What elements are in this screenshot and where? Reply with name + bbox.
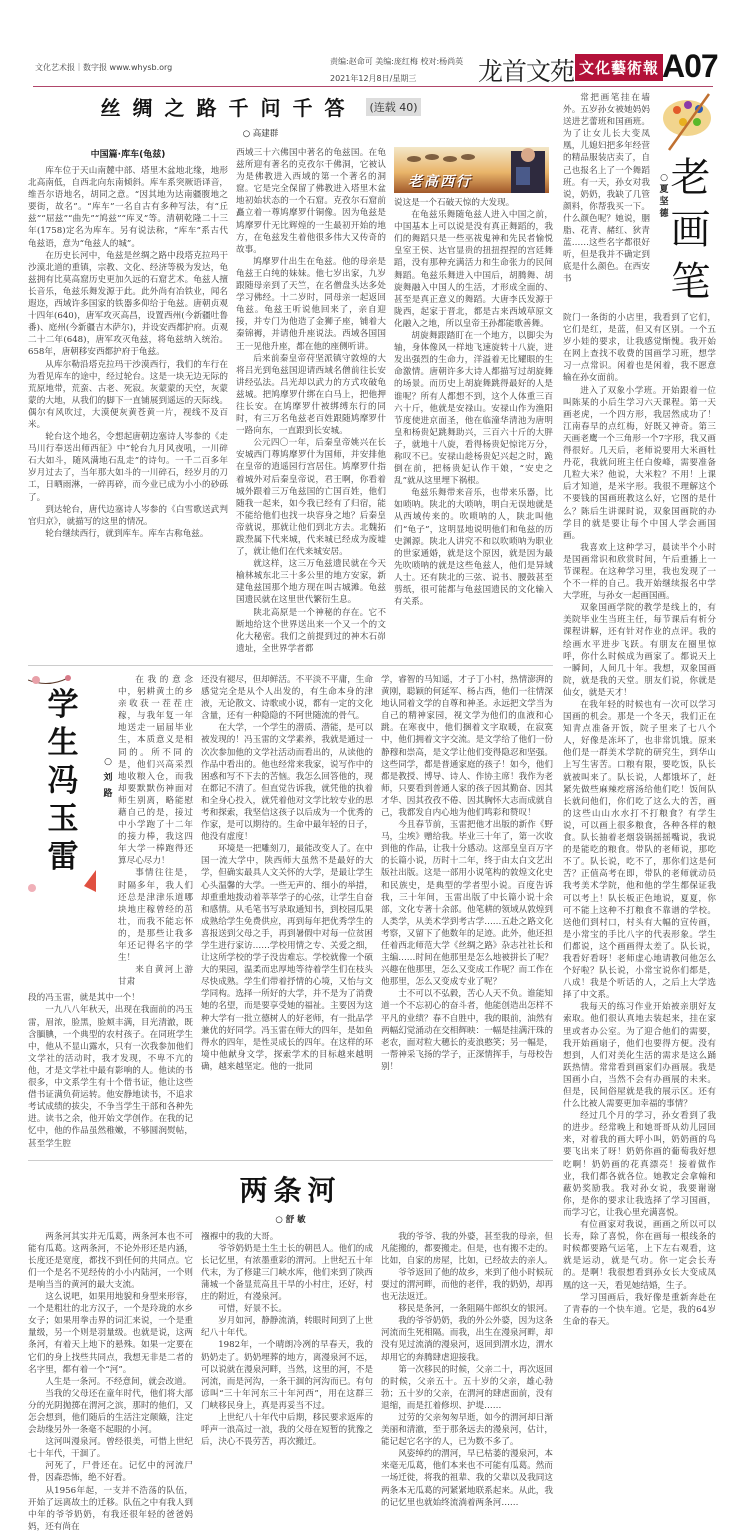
paragraph: 可惜，好景不长。 — [218, 1304, 287, 1315]
student-head-block — [28, 674, 193, 988]
paragraph: 我每天的练习作业开始被亲朋好友索取。他们很认真地去装起来，挂在家里或者办公室。为了迎合他们的需要，我开始画扇子，他们也要得方便。没有想到，人们对美化生活的需求是这么踊跃热情。常常看到画家们办画展。我是国画小白，当然不会有办画展的未来。但是，民间俗屋就是我的展示区。还有什么比被人需要更加幸福的事情？ — [563, 1002, 716, 1110]
title-char: 学 — [47, 686, 79, 723]
column-banner-image — [394, 147, 549, 193]
paragraph: 有位画家对我说，画画之所以可以长寿，除了喜悦，你在画每一根线条的时候都要路气运笔，上下左右观看，这就是运动，就是气功。你一定会长寿的。是啊！我很想看到孙女长大变成凤凰的这一天，看见她结婚，生子。 — [563, 1220, 716, 1291]
author-byline: ○ 高建群 — [242, 129, 279, 139]
paragraph: 在我年轻的时候也有一次可以学习国画的机会。那是一个冬天，我们正在知青点准备开饭，院子里来了七八个人，好像是冻坏了，也非常饥饿。原来他们是一群美术学院的研究生，到华山上写生害苦。口粮有限，要吃饭，队长就被叫来了。队长说，人都饿坏了，赶紧先做些麻辣疙瘩汤给他们吃！饭间队长就问他们，你们吃了这么大的苦，画的这些山山水水打不打粮食？有学生说，可以画上很多粮食，各种各样的粮食。队长抽着老烟袋锅摇摇嘴说，我说的是能吃的粮食。带队的老师说，那吃不了。队长说，吃不了，那你们这是何苦？正值高考在即，带队的老师就动员我考美术学院，他和他的学生都保证我可以考上！队长板正色地说，夏夏，你可不能上这种不打粮食不靠谱的学校。送他们到村口，村头有大幅的宣传画，是小常宝的手比八字的代表形象。学生们都说，这个画画得太差了。队长说，我看好看呀！老师虚心地请教问他怎么个好啦？队长说，小常宝说你们都是，八成！我是个听话的人，之后上大学选择了中文系。 — [563, 700, 716, 1001]
author-char: ○ — [104, 756, 112, 767]
brush-column-narrow — [563, 92, 650, 308]
editors-line: 责编:赵命可 美编:庞红梅 校对:杨尚英 — [330, 57, 464, 66]
student-title-block — [28, 674, 98, 988]
paragraph: 院门一条街的小店里，我看到了它们，它们是红，是蓝，但又有区别。一个五岁小娃的要求，让我感觉惭愧。我开始在网上查找不收费的国画学习班，想学习一点常识。闲着也是闲着，我不愿意输在孙女面前。 — [563, 313, 716, 384]
paragraph: 上世纪八十年代中后期，移民要求返库的呼声一浪高过一浪，我的父母在短暂的犹豫之后，決心不畏劳苦，再次搬迁。 — [201, 1413, 373, 1448]
rivers-author: ○ 舒 敏 — [275, 1214, 306, 1225]
paragraph: 事情往往是，时隔多年，我人们还总是津津乐道哪块地庄稼曾经的茁壮，而我不能忘怀的，是那些让我多年还记得名字的学生！ — [118, 868, 193, 964]
author-char: 坚 — [659, 197, 669, 207]
paragraph: 我的爷爷奶奶，我的外公外婆，因为这条河流而生死相隔。而我，出生在漫泉河畔，却没有见过流淌的漫泉河，返回到渭水边，渭水却用它的奔腾肆虐迎接我。 — [381, 1316, 553, 1363]
paragraph: 今且春节前，玉雷把他才出版的新作《野马，尘埃》赠给我。毕业三十年了，第一次收到他的作品，让我十分感动。这部皇皇百万字的长篇小说，历时十二年，终于由太白文艺出版社出版。这是一部用小说笔构的敦煌文化史和民族史，是典型的学者型小说。百度告诉我，三十年间，玉雷出版了中长篇小说十余部，文化专著十余部。他笔耕的领域从敦煌到人类学，从美术学到考古学……五赴之路文化考察，又留下了他数年的足迹。此外，他还担任着西北师范大学《丝绸之路》杂志社社长和主编……时间在他那里是怎么地被拼长了呢？兴趣在他那里，怎么又变成工作呢？而工作在他那里，怎么又变成专业了呢？ — [381, 820, 553, 988]
kuche-column-2 — [236, 147, 386, 655]
paragraph: 风姿绰约的渭河，早已枯萎的漫泉河，本来毫无瓜葛，他们本来也不可能有瓜葛。然而一场迁徙，将我的祖辈、我的父辈以及我同这两条本无瓜葛的河紧紧地联系起来。从此，我的记忆里也就始终流淌着两条河…… — [381, 1449, 553, 1508]
rivers-title: 两条河 — [239, 1173, 342, 1207]
kuche-column-1 — [28, 165, 228, 540]
author-char: 夏 — [659, 185, 669, 195]
paragraph: 河死了，尸骨还在。记忆中的河流尸骨，因森恐怖，绝不好看。 — [28, 1461, 193, 1484]
serial-number-badge: (连载 40) — [366, 98, 420, 116]
kuche-column-3 — [394, 197, 553, 608]
header-divider — [33, 86, 713, 87]
kuche-column-1-wrap — [28, 147, 228, 655]
paragraph: 说这是一个石破天惊的大发现。 — [394, 198, 515, 208]
paragraph: 进入了双象小学班。开始跟着一位叫陈某的小后生学习六天课程。第一天画老虎，一个四方形，我居然成功了！江南春早的点红梅，好既又神奇。第三天画老鹰一个三角形一个7字形，我又画得很好。几天后，老师说要用大米画牡丹花，我就问班主任白俊峰，需要准备几粒大米？他说，大米粒？不用！上课后才知道，是米字形。我很不理解这个不要钱的国画班教这么好，它图的是什么？陈后生讲课时说，双象国画院的办学目的就是要让每个中国人学会画国画。 — [563, 385, 716, 541]
paragraph: 这么说吧，如果用地貌和身型来形容，一个是粗壮的北方汉子，一个是玲珑的水乡女子；如果用拳击界的词汇来说，一个是重量级，另一个则是羽量级。也就是说，这两条河，有着天上地下的悬殊。如果一定要在它们的身上找些共同点，我想无非是二者的名字里，都有着一个“河”。 — [28, 1292, 193, 1375]
student-title — [28, 674, 98, 876]
paragraph: 人生是一条河。不经意间，就会改道。 — [45, 1376, 192, 1387]
paragraph: 我的爷爷、我的外婆，甚至我的母亲，但凡能搬的，都要搬走。但是，也有搬不走的。比如，自家的房屋，比如，已经故去的亲人。 — [381, 1231, 553, 1266]
title-char: 雷 — [47, 838, 79, 875]
paragraph: 岁月如河，静静流淌，转眼时间到了上世纪八十年代。 — [201, 1316, 373, 1339]
paper-site-label: 文化艺术报｜数字报 www.whysb.org — [35, 63, 173, 72]
paragraph: 爷爷奶奶是土生土长的朝邑人。他们的成长记忆里，有浓墨重彩的渭河。上世纪五十年代末，为了修建三门峡水库，他们来到了陕西蒲城一个备显荒高且干旱的小村庄，还好，村庄的附近，有漫泉河。 — [201, 1243, 373, 1303]
page-body — [28, 92, 716, 1533]
paragraph: 学，睿智的马知遥，才子丁小村，热情澎湃的黄刚，聪颖的何延军、杨占西，他们一往情深地认同着文学的自尊和神圣。永远把文学当为自己的精神家园，视文学为他们的血液和心跳。在寒夜中，他们捆着文字取暖，在寂寞中，他们拥着文字交流。是文学给了他们一份静穆和崇高，是文学让他们变得隐忍和坚强。这些同学，都是普通家庭的孩子！如今，他们都是教授、博导、诗人、作协主席！我作为老师，只要看到普通人家的孩子因其勤奋、因其才华、因其孜孜不倦、因其胸怀大志而成就自己，我都发自内心地为他们鸣彩和赞叹！ — [381, 674, 553, 818]
paragraph: 在历史长河中，龟兹是丝绸之路中段塔克拉玛干沙漠北道的重镇，宗教、文化、经济等极为发达，龟兹拥有比莫高窟历史更加久远的石窟艺术。龟兹人擅长音乐，龟兹乐舞发源于此。此外尚有冶铁业，闻名遐迩，西域许多国家的铁器多仰给于龟兹。唐朝贞观十四年(640)，唐军攻灭高昌，设置西州(今新疆吐鲁番)、庭州(今新疆吉木萨尔)，并设安西都护府。贞观二十二年(648)，唐军攻灭龟兹，将龟兹纳入统治。658年，唐朝移安西都护府于龟兹。 — [28, 250, 228, 358]
paragraph: 移民是条河，一条阻隔牛郎织女的银河。 — [398, 1304, 553, 1315]
paragraph: 后来前秦皇帝苻坚派镇守敦煌的大将吕光到龟兹国迎请西域名僧前往长安讲经弘法。吕光却以武力的方式攻破龟兹城。把鸠摩罗什绑在白马上，把他押往长安。在鸠摩罗什被绑缚东行的同时，有三万名龟兹老百姓跟随鸠摩罗什一路向东，一直跟到长安城。 — [236, 353, 386, 437]
brush-article — [563, 92, 716, 1533]
author-char: ○ — [660, 173, 668, 183]
paragraph: 双象国画学院的教学是线上的，有美院毕业生当班主任，每节课后有析分课程讲解，还有针对作业的点评。我的绘画水平进步飞跃。有朋友在圈里惊呼，你什么时候成为画家了。都说天上一瞬间，人间几十年。我想，双象国画院，就是我的天堂。朋友们说，你就是仙女，就是天才！ — [563, 603, 716, 698]
paragraph: 公元四〇一年，后秦皇帝姚兴在长安城西门尊鸠摩罗什为国师，并安排他在皇帝的逍遥园行宫居住。鸠摩罗什指着城外对后秦皇帝说，君王啊，你看着城外跟着三万龟兹国的亡国百姓，他们随我一起来，如今我已经有了归宿，能不能给他们也找一块容身之地？后秦皇帝就说，那就让他们到北方去。北魏拓跋焘属下代来城，代来城已经成为废墟了，就让他们在代来城安居。 — [236, 438, 386, 558]
rivers-heading — [28, 1169, 553, 1225]
paragraph: 轮台继续西行，就到库车。库车古称龟兹。 — [45, 528, 209, 539]
issue-date: 2021年12月8日/星期三 — [330, 74, 417, 83]
paragraph: 还没有褪尽，但却鲜活。不平淡不平庸，生命感觉完全是从个人出发的，有生命本身的津液，无论散文、诗歌或小说，都有一定的文化含量，还有一种隐隐的不阿世随流的骨气。 — [201, 674, 373, 722]
section-name: 龙首文苑 — [478, 57, 575, 86]
paragraph: 从1956年起，一支并不浩荡的队伍，开始了远离故土的迁移。队伍之中有我人到中年的爷爷奶奶，有我还很年轻的爸爸妈妈，还有尚在 — [28, 1485, 193, 1532]
brush-title — [671, 152, 711, 308]
paragraph: 1982年，一个晴朗冷冽的早春天，我的奶奶走了。奶奶埋葬的地方，离漫泉河不远，可以说就在漫泉河畔，当然，这里的河，不是河流，而是河沟，一条干涸的河沟而已。有句谚叫“三十年河东三十年河西”，用在这群三门峡移民身上，真是再妥当不过。 — [201, 1340, 373, 1411]
student-column-narrow — [118, 674, 193, 988]
title-char: 生 — [47, 724, 79, 761]
newspaper-logo: 文化藝術報 — [575, 54, 663, 81]
paragraph: 在我的意念中，躬耕黄土的乡亲收获一茬茬庄稼，与我年复一年地送走一届届毕业生，本质意义是相同的。所不同的是，他们兴高采烈地收粮入仓，而我却要默默伤神面对师生别离，略能慰藉自己的是，接过中小学跑了十二年的接力棒，我这四年大学一棒跑得还算尽心尽力！ — [118, 674, 193, 867]
author-char: 刘 — [103, 772, 113, 783]
left-area — [28, 92, 553, 1533]
paragraph: 学习国画后，我好像是重新奔赴在了青春的一个快车道。它是，我的64岁生命的春天。 — [563, 1292, 716, 1327]
paint-palette-icon — [657, 92, 713, 152]
paragraph: 当我的父母还在童年时代，他们将大部分的光阴抛掷在渭河之滨，那时的他们，又怎会想到，他们随后的生活注定颠簸，注定会劫缘另外一条毫不起眼的小河。 — [28, 1388, 193, 1436]
student-column-b — [201, 674, 373, 1150]
banner-caption: 老高西行 — [408, 174, 472, 190]
article-subhead: 中国篇·库车(龟兹) — [90, 150, 166, 160]
paragraph: 在龟兹乐舞随龟兹人进入中国之前，中国基本上可以说是没有真正舞蹈的，我们的舞蹈只是一些巫祓鬼神和先民者愉悦皇室王侯、达官显贵的扭扭捏捏的宫廷舞蹈，没有那种充满活力和生命张力的民间舞蹈。龟兹乐舞进入中国后，胡腾舞、胡旋舞融入中国人的生活，才形成全面的、甚至是真正意义的舞蹈。大唐李氏发源于陇西，起家于晋北，都是古来西域草原文化融入之地，所以皇帝王孙都能歌善舞。 — [394, 210, 553, 329]
author-char: 路 — [103, 788, 113, 799]
brush-head-block — [563, 92, 716, 308]
rivers-column-a — [28, 1231, 193, 1533]
rivers-column-b — [201, 1231, 373, 1533]
paragraph: 段的冯玉雷，就是其中一个！ — [28, 993, 140, 1004]
paragraph: 士不可以不弘毅，苦心人天不负。谁能知道一个不忘初心的奋斗者，他能创造出怎样不平凡的业绩？春不自胜中，我的眼前，油然有两幅幻觉涌动在交相辉映：一幅是挂满汗珠的老农，面对粒大穗长的麦浪憨笑；另一幅是，一帮神采飞扬的学子，正深情挥手，与母校告别！ — [381, 989, 553, 1072]
article-title-silk-road: 丝绸之路千问千答 — [100, 96, 357, 120]
author-char: 德 — [659, 209, 669, 219]
paragraph: 一九八八年秋天，出现在我面前的冯玉雷，眉浓，脸黑，脸颊丰满，目光清澈，既含腼腆，一个典型的农村孩子。在同班学生中，他从不显山露水，只有一次我参加他们文学社的活动时，我才发现，不卑不亢的他，才是文学社中最有影响的人。他读的书很多，中文系学生有十个借书证，他让这些借书证满负荷运转。他安静地读书，不追求考试成绩的拔尖，不争当学生干部和各种先进。读书之余，他开始文学创作。在我的记忆中，他的作品虽然稚嫩，不够圆润熨帖，甚至学生腔 — [28, 1005, 193, 1149]
paragraph: 经过几个月的学习，孙女看到了我的进步。经常晚上和她哥哥从幼儿园回来，对着我的画大呼小叫，奶奶画的鸟要飞出来了呀！奶奶你画的葡萄我好想吃啊！奶奶画的花真漂亮！接着做作业，我们都各就各位。她教定会拿翰和蔽奶奖励我。我对孙女说，我要谢谢你，是你的要求让我选择了学习国画，而学习它，让我心里充满喜悦。 — [563, 1111, 716, 1218]
paragraph: 爷爷返回了他的故乡，来到了他小时候玩耍过的渭河畔，而他的老伴，我的奶奶，却再也无法返迁。 — [381, 1267, 553, 1303]
paragraph: 胡旋舞跟踏盯在一个地方，以脚尖为轴，身体像风一样地飞速旋转十八旋，迸发出强烈的生命力，洋溢着无比耀眼的生命激情。唐朝许多大诗人都描写过胡旋舞的场景。而历史上胡旋舞跳得最好的人是谁呢？所有人都想不到，这个人体重三百六十斤，他就是安禄山。安禄山作为渔阳节度使进京面圣，他在临潼华清池为唐明皇和杨贵妃跳舞助兴，三百六十斤的大胖子，就地十八旋，看得杨贵妃惊诧万分，称叹不已。安禄山趁杨贵妃兴起之时，跪倒在前，把杨贵妃认作干娘，“安史之乱”就从这里埋下祸根。 — [394, 331, 553, 487]
paragraph: 龟兹乐舞带来音乐，也带来乐器，比如唢呐。陕北的大唢呐，明白无误地就是从西域传来的。吹唢呐的人，陕北叫他们“龟子”，这明显地说明他们和龟兹的历史渊源。陕北人讲究不和以吹唢呐为职业的世家通婚，就是这个原因，就是因为最先吹唢呐的就是这些龟兹人，他们是异域人士。还有陕北的三弦、说书、腰鼓甚至剪纸，很可能都与龟兹国遗民的文化输入有关系。 — [394, 488, 553, 608]
paragraph: 环境是一把雕刻刀，最能改变人了。在中国一流大学中，陕西师大虽然不是最好的大学，但确实最具人文关怀的大学，是最让学生心头温馨的大学。一些无声的、细小的举措，却重重地拨动着莘莘学子的心弦，让学生自奋和感情。从毛笔书写录取通知书，到校园瓜果成熟给学生免费供应，再到每年把优秀学生的喜报送到父母之手，再到暑假中对每一位贫困学生进行家访……学校用情之专、关爱之细，让这所学校的学子没齿难忘。学校就像一个硕大的果园，温柔而忠厚地等待着学生们在枝头尽快成熟。学生们带着抒情的心境，又怡与文学同构。选择一所好的大学，并不是为了消费她的名望，而是要享受她的福祉。主要因为这种大学有一批立德树人的好老师，有一批品学兼优的好同学。冯玉雷在师大的四年，是如鱼得水的四年，是性灵成长的四年。在这样的环境中他献身文学，探索学术的目标越来越明确，越来越坚定。他的一批同 — [201, 844, 373, 1072]
paragraph: 就这样，这三万龟兹遗民就在今天榆林城东北三十多公里的地方安家，新建龟兹国那个地方现在叫古城滩。龟兹国遗民就在这里世代繁衍生息。 — [236, 559, 386, 606]
paragraph: 从库尔勒沿塔克拉玛干沙漠西行，我们的车行在为看见库车的途中，经过轮台。这是一块无边无际的荒原地带，荒蛮、古老、死寂。灰蒙蒙的天空，灰蒙蒙的大地，从我们的脚下一直铺展到遥远的天际线。偶尔有风吹过，大漠便灰黄苍黄一片，视线不及百米。 — [28, 359, 228, 430]
student-column-c — [381, 674, 553, 1150]
silk-road-article — [28, 92, 553, 655]
paragraph: 过劳的父亲匆匆早逝，如今的渭河却日渐美丽和清澈，至于那条远去的漫泉河，估计，能记起它名字的人，已为数不多了。 — [381, 1413, 553, 1448]
paragraph: 鸠摩罗什出生在龟兹。他的母亲是龟兹王白纯的妹妹。他七岁出家，九岁跟随母亲到了天竺，在名僧盘头达多处学习佛经。十二岁时，同母亲一起返回龟兹。龟兹王听说他回来了，亲自迎接，并专门为他造了金狮子座，铺着大秦锦褥，并请他升座说法。西域各国国王一见他升座，都在他的座侧听讲。 — [236, 256, 386, 352]
title-char: 老 — [670, 155, 711, 201]
paragraph: 第一次移民的时候，父亲二十，再次返回的时候，父亲五十。五十岁的父亲，雄心勃勃；五十岁的父亲，在渭河的肆虐面前，没有退缩，而是扛着修坝、护堤…… — [381, 1364, 553, 1411]
title-char: 笔 — [670, 259, 711, 305]
rivers-columns — [28, 1231, 553, 1533]
paragraph: 西域三十六佛国中著名的龟兹国。在龟兹所迎有著名的克孜尔千佛洞，它被认为是佛教进入西域的第一个著名的洞窟。它是完全保留了佛教进入塔里木盆地初始状态的一个石窟。克孜尔石窟前矗立着一尊鸠摩罗什铜像。因为龟兹是鸠摩罗什无比辉煌的一生最初开始的地方，在龟兹发生着他很多伟大又传奇的故事。 — [236, 148, 386, 255]
paragraph: 这河叫漫泉河。曾经很美，可惜上世纪七十年代，干涸了。 — [28, 1437, 193, 1460]
student-first-column — [28, 674, 193, 1150]
student-article — [28, 665, 553, 1150]
student-author — [102, 674, 114, 988]
brush-column-full — [563, 312, 716, 1328]
paragraph: 到达轮台，唐代边塞诗人岑参的《白雪歌送武判官归京》，就描写的这里的情况。 — [28, 504, 228, 527]
paragraph: 库车位于天山南麓中部、塔里木盆地北缘，地形北高南低，自西北向东南倾斜。库车系突厥语译音，维吾尔语地名，胡同之意。“因其地为达南疆腹地之要街，故名”。“库车”一名自古有多种写法，有“丘兹”“屈兹”“曲先”“鸠兹”“库叉”等。清朝乾隆二十三年(1758)定名为库车。另有说法称，“库车”系古代龟兹语，意为“龟兹人的城”。 — [28, 166, 228, 249]
paragraph: 在大学，一个学生的潜质、潜能，是可以被发现的！冯玉雷的文学素养，我就是通过一次次参加他的文学社活动而看出的，从读他的作品中看出的。他也经常来我家，说写作中的困惑和写不下去的苦恼。我怎么回答他的，现在都记不清了。但直觉告诉我，就凭他的执着和全身心投入，就凭着他对文学比较专业的思考和探索，我坚信这孩子以后成为一个优秀的作家，是可以期待的。生命中最年轻的日子，他没有虚度！ — [201, 723, 373, 843]
paragraph: 襁褓中的我的大哥。 — [201, 1231, 279, 1242]
paragraph: 陕北高原是一个神秘的存在。它不断地给这个世界送出来一个又一个的文化大秘密。我们之前提到过的神木石峁遗址，全世界学者都 — [236, 607, 386, 654]
paragraph: 我喜欢上这种学习，晨读半个小时是国画常识和欣赏时间，午后重播上一节课程。在这种学习里，我也发现了一个不一样的自己。我开始继续报名中学大学班，与孙女一起画国画。 — [563, 542, 716, 602]
student-column-full — [28, 992, 193, 1149]
paragraph: 两条河其实并无瓜葛，两条河本也不可能有瓜葛。这两条河，不论外形还是内涵，长度还是宽度，都找不到任何的共同点。它们一个是名不见经传的小小内陆河，一个则是响当当的黄河的最大支流。 — [28, 1231, 193, 1290]
kuche-column-3-wrap — [394, 147, 553, 655]
title-char: 画 — [670, 207, 711, 253]
paragraph: 常把画笔挂在墙外。五岁孙女被她妈妈送进艺蕾班和国画班。为了让女儿长大变凤凰，儿媳妇把多年经营的精品服装店卖了，自己也报名上了一个舞蹈班。有一天，孙女对我说，奶奶，我缺了几管颜料，你帮我买一下。什么颜色呢？她说，胭脂、花青、赭红、狄青蓝……这些名字都很好听，但是我并不确定到底是什么颜色。在西安书 — [563, 93, 650, 285]
kuche-columns — [28, 147, 553, 655]
brush-title-block — [654, 92, 716, 308]
paragraph: 来自黄河上游甘肃 — [118, 965, 193, 988]
paragraph: 轮台这个地名，令想起唐朝边塞诗人岑参的《走马川行奉送出师西征》中“轮台九月风夜吼，一川碎石大如斗，随风满地石乱走”的诗句。一千二百多年岁月过去了，当年那大如斗的一川碎石，经岁月的刀工，日晒雨淋，一碎再碎，而今业已成为小小的砂砾了。 — [28, 432, 228, 503]
title-char: 玉 — [47, 800, 79, 837]
rivers-article — [28, 1160, 553, 1533]
title-char: 冯 — [47, 762, 79, 799]
rivers-column-c — [381, 1231, 553, 1533]
page-number: A07 — [662, 48, 718, 84]
brush-author — [659, 152, 668, 308]
title-row — [0, 92, 553, 121]
